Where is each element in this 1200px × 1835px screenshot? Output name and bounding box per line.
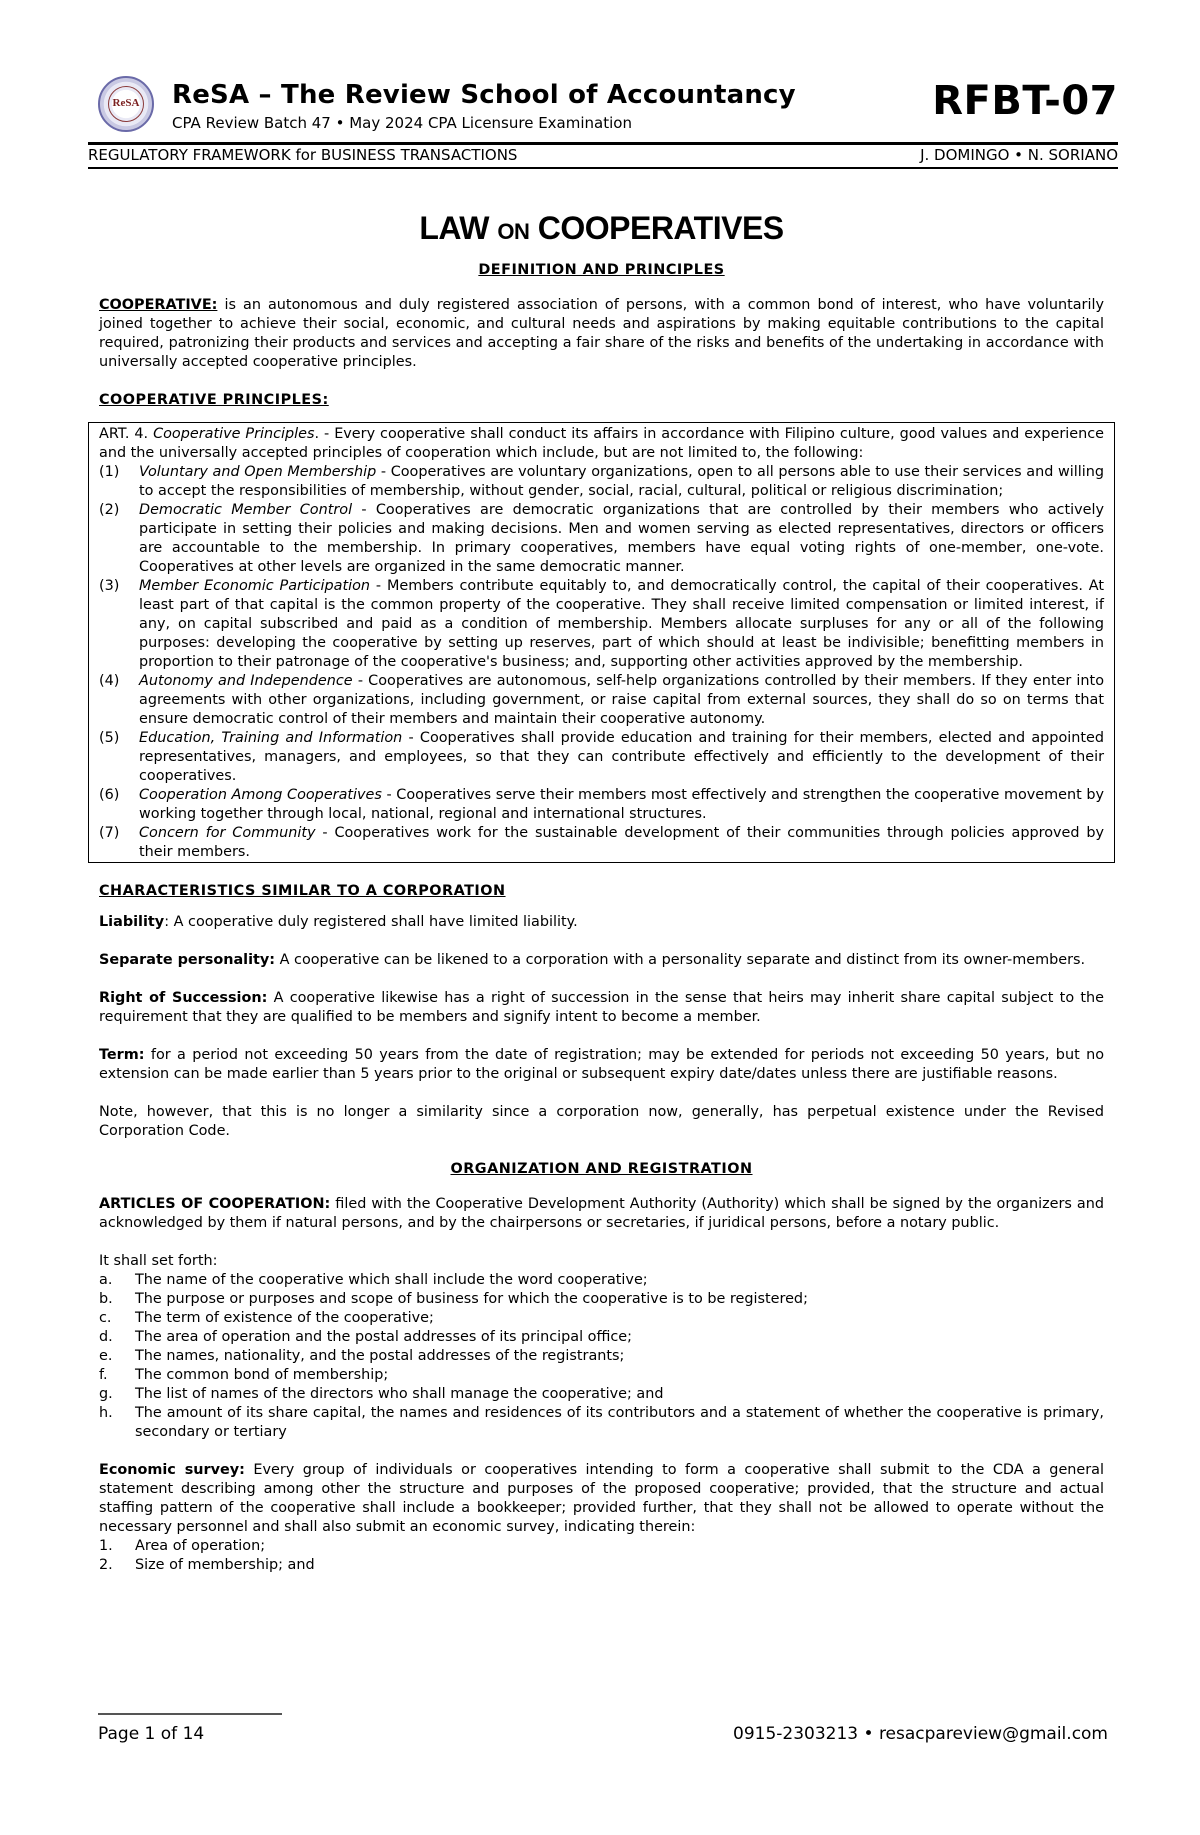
article-title: Cooperative Principles [153, 426, 315, 442]
set-forth-item [99, 1271, 1104, 1290]
list-item-text: The purpose or purposes and scope of business for which the cooperative is to be registered; [135, 1291, 808, 1307]
principle-description: - Cooperatives work for the sustainable development of their communities through policies approved by their members. [139, 825, 1105, 860]
list-item-label: b. [99, 1291, 113, 1307]
page-header [88, 72, 1118, 136]
principle-name: Cooperation Among Cooperatives [139, 787, 382, 803]
term-paragraph [99, 1046, 1104, 1084]
list-item-text: The amount of its share capital, the names and residences of its contributors and a statement of whether the cooperative is primary, secondary or tertiary [135, 1405, 1104, 1440]
list-item-label: e. [99, 1348, 113, 1364]
list-item-label: c. [99, 1310, 112, 1326]
header-rule-top [88, 142, 1118, 145]
set-forth-item [99, 1366, 1104, 1385]
personality-term: Separate personality: [99, 952, 276, 968]
principle-name: Concern for Community [139, 825, 316, 841]
list-item-label: h. [99, 1405, 113, 1421]
list-item-text: The names, nationality, and the postal addresses of the registrants; [135, 1348, 625, 1364]
principle-description: - Cooperatives are democratic organizations that are controlled by their members who actively participate in setting their policies and making decisions. Men and women serving as elected representatives, directors or officers are accountable to the membership. In primary cooperatives, members have equal voting rights of one-member, one-vote. Cooperatives at other levels are organized in the same democratic manner. [139, 502, 1104, 575]
resa-logo [98, 76, 154, 132]
principles-box [88, 422, 1115, 863]
term-text: for a period not exceeding 50 years from the date of registration; may be extended for periods not exceeding 50 years, but no extension can be made earlier than 5 years prior to the original or subsequent expiry date/dates unless there are justifiable reasons. [99, 1047, 1104, 1082]
survey-item [99, 1556, 1104, 1575]
principle-name: Member Economic Participation [139, 578, 371, 594]
list-item-text: The term of existence of the cooperative; [135, 1310, 434, 1326]
definition-heading: DEFINITION AND PRINCIPLES [478, 262, 725, 278]
set-forth-item [99, 1347, 1104, 1366]
principle-description: - Cooperatives shall provide education and training for their members, elected and appointed representatives, managers, and employees, so that they can contribute effectively and efficiently to the development of their cooperatives. [139, 730, 1104, 784]
articles-term: ARTICLES OF COOPERATION: [99, 1196, 331, 1212]
principle-number: (7) [99, 825, 120, 841]
note-paragraph: Note, however, that this is no longer a similarity since a corporation now, generally, has perpetual existence under the Revised Corporation Code. [99, 1104, 1104, 1139]
personality-paragraph [99, 951, 1104, 970]
list-item-label: 1. [99, 1538, 113, 1554]
logo-text: ReSA [112, 97, 140, 109]
principle-name: Voluntary and Open Membership [139, 464, 377, 480]
principle-item [99, 786, 1104, 824]
cooperative-term: COOPERATIVE: [99, 297, 218, 313]
principles-list [99, 463, 1104, 862]
subject-row [88, 146, 1118, 166]
principle-number: (6) [99, 787, 120, 803]
principles-heading: COOPERATIVE PRINCIPLES: [99, 392, 329, 408]
title-part-2: ON [497, 219, 530, 244]
principle-number: (3) [99, 578, 120, 594]
header-rule-bottom [88, 167, 1118, 169]
list-item-label: 2. [99, 1557, 113, 1573]
set-forth-item [99, 1290, 1104, 1309]
title-part-1: LAW [419, 210, 489, 246]
subject-title: REGULATORY FRAMEWORK for BUSINESS TRANSACTIONS [88, 146, 518, 164]
title-part-3: COOPERATIVES [537, 210, 784, 246]
list-item-label: g. [99, 1386, 113, 1402]
principle-name: Democratic Member Control [139, 502, 353, 518]
principle-description: - Cooperatives are voluntary organizations, open to all persons able to use their services and willing to accept the responsibilities of membership, without gender, social, racial, cultural, political or religious discrimination; [139, 464, 1104, 499]
principle-item [99, 577, 1104, 672]
principle-item [99, 501, 1104, 577]
article-text: . - Every cooperative shall conduct its affairs in accordance with Filipino culture, good values and experience and the universally accepted principles of cooperation which include, but are not limited to, the following: [99, 426, 1104, 461]
principle-description: - Members contribute equitably to, and democratically control, the capital of their cooperatives. At least part of that capital is the common property of the cooperative. They shall receive limited compensation or limited interest, if any, on capital subscribed and paid as a condition of membership. Members allocate surpluses for any or all of the following purposes: developing the cooperative by setting up reserves, part of which should at least be indivisible; benefitting members in proportion to their patronage of the cooperative's business; and, supporting other activities approved by the membership. [139, 578, 1104, 670]
principle-number: (4) [99, 673, 120, 689]
authors: J. DOMINGO • N. SORIANO [920, 146, 1118, 164]
list-item-label: f. [99, 1367, 108, 1383]
principle-number: (2) [99, 502, 120, 518]
liability-term: Liability [99, 914, 165, 930]
principle-name: Education, Training and Information [139, 730, 403, 746]
cooperative-definition [99, 296, 1104, 372]
organization-heading: ORGANIZATION AND REGISTRATION [450, 1161, 753, 1177]
set-forth-list [99, 1252, 1104, 1442]
articles-text: filed with the Cooperative Development Authority (Authority) which shall be signed by the organizers and acknowledged by them if natural persons, and by the chairpersons or secretaries, if juridical persons, before a notary public. [99, 1196, 1104, 1231]
list-item-text: Size of membership; and [135, 1557, 315, 1573]
principle-text [139, 786, 1104, 824]
article-prefix: ART. 4. [99, 426, 154, 442]
principle-text [139, 463, 1104, 501]
characteristics-heading: CHARACTERISTICS SIMILAR TO A CORPORATION [99, 883, 506, 899]
articles-paragraph [99, 1195, 1104, 1233]
principle-description: - Cooperatives serve their members most effectively and strengthen the cooperative movement by working together through local, national, regional and international structures. [139, 787, 1105, 822]
principle-description: - Cooperatives are autonomous, self-help organizations controlled by their members. If they enter into agreements with other organizations, including government, or raise capital from external sources, they shall do so on terms that ensure democratic control of their members and maintain their cooperative autonomy. [139, 673, 1104, 727]
term-term: Term: [99, 1047, 145, 1063]
page-title [99, 210, 1104, 247]
survey-list [99, 1537, 1104, 1575]
list-item-text: Area of operation; [135, 1538, 266, 1554]
set-forth-item [99, 1328, 1104, 1347]
survey-items [99, 1537, 1104, 1575]
principle-text [139, 729, 1104, 786]
contact-info: 0915-2303213 • resacpareview@gmail.com [733, 1724, 1108, 1744]
survey-item [99, 1537, 1104, 1556]
list-item-text: The common bond of membership; [135, 1367, 389, 1383]
survey-text: Every group of individuals or cooperatives intending to form a cooperative shall submit to the CDA a general statement describing among other the structure and purposes of the proposed cooperative; provided, that the structure and actual staffing pattern of the cooperative shall include a bookkeeper; provided further, that they shall not be allowed to operate without the necessary personnel and shall also submit an economic survey, indicating therein: [99, 1462, 1104, 1535]
list-item-label: d. [99, 1329, 113, 1345]
list-item-text: The list of names of the directors who shall manage the cooperative; and [135, 1386, 664, 1402]
article-intro [99, 425, 1104, 463]
liability-paragraph [99, 913, 1104, 932]
principle-item [99, 463, 1104, 501]
personality-text: A cooperative can be likened to a corporation with a personality separate and distinct from its owner-members. [275, 952, 1086, 968]
footer-rule [98, 1713, 282, 1715]
set-forth-intro: It shall set forth: [99, 1253, 218, 1269]
survey-term: Economic survey: [99, 1462, 245, 1478]
page-number: Page 1 of 14 [98, 1724, 205, 1744]
principle-text [139, 672, 1104, 729]
principle-item [99, 824, 1104, 862]
list-item-label: a. [99, 1272, 113, 1288]
principle-text [139, 824, 1104, 862]
principle-number: (1) [99, 464, 120, 480]
set-forth-item [99, 1404, 1104, 1442]
principle-item [99, 672, 1104, 729]
succession-paragraph [99, 989, 1104, 1027]
set-forth-item [99, 1309, 1104, 1328]
succession-term: Right of Succession: [99, 990, 268, 1006]
succession-text: A cooperative likewise has a right of succession in the sense that heirs may inherit share capital subject to the requirement that they are qualified to be members and signify intent to become a member. [99, 990, 1104, 1025]
survey-paragraph [99, 1461, 1104, 1537]
principle-item [99, 729, 1104, 786]
document-body [99, 210, 1104, 1594]
set-forth-item [99, 1385, 1104, 1404]
batch-info: CPA Review Batch 47 • May 2024 CPA Licensure Examination [172, 114, 632, 132]
principle-text [139, 577, 1104, 672]
list-item-text: The area of operation and the postal addresses of its principal office; [135, 1329, 632, 1345]
liability-text: : A cooperative duly registered shall have limited liability. [164, 914, 578, 930]
principle-text [139, 501, 1104, 577]
document-code: RFBT-07 [932, 78, 1118, 124]
cooperative-def-text: is an autonomous and duly registered association of persons, with a common bond of interest, who have voluntarily joined together to achieve their social, economic, and cultural needs and aspirations by making equitable contributions to the capital required, patronizing their products and services and accepting a fair share of the risks and benefits of the undertaking in accordance with universally accepted cooperative principles. [99, 297, 1104, 370]
list-item-text: The name of the cooperative which shall include the word cooperative; [135, 1272, 648, 1288]
principle-number: (5) [99, 730, 120, 746]
principle-name: Autonomy and Independence [139, 673, 353, 689]
school-name: ReSA – The Review School of Accountancy [172, 80, 796, 110]
set-forth-items [99, 1271, 1104, 1442]
